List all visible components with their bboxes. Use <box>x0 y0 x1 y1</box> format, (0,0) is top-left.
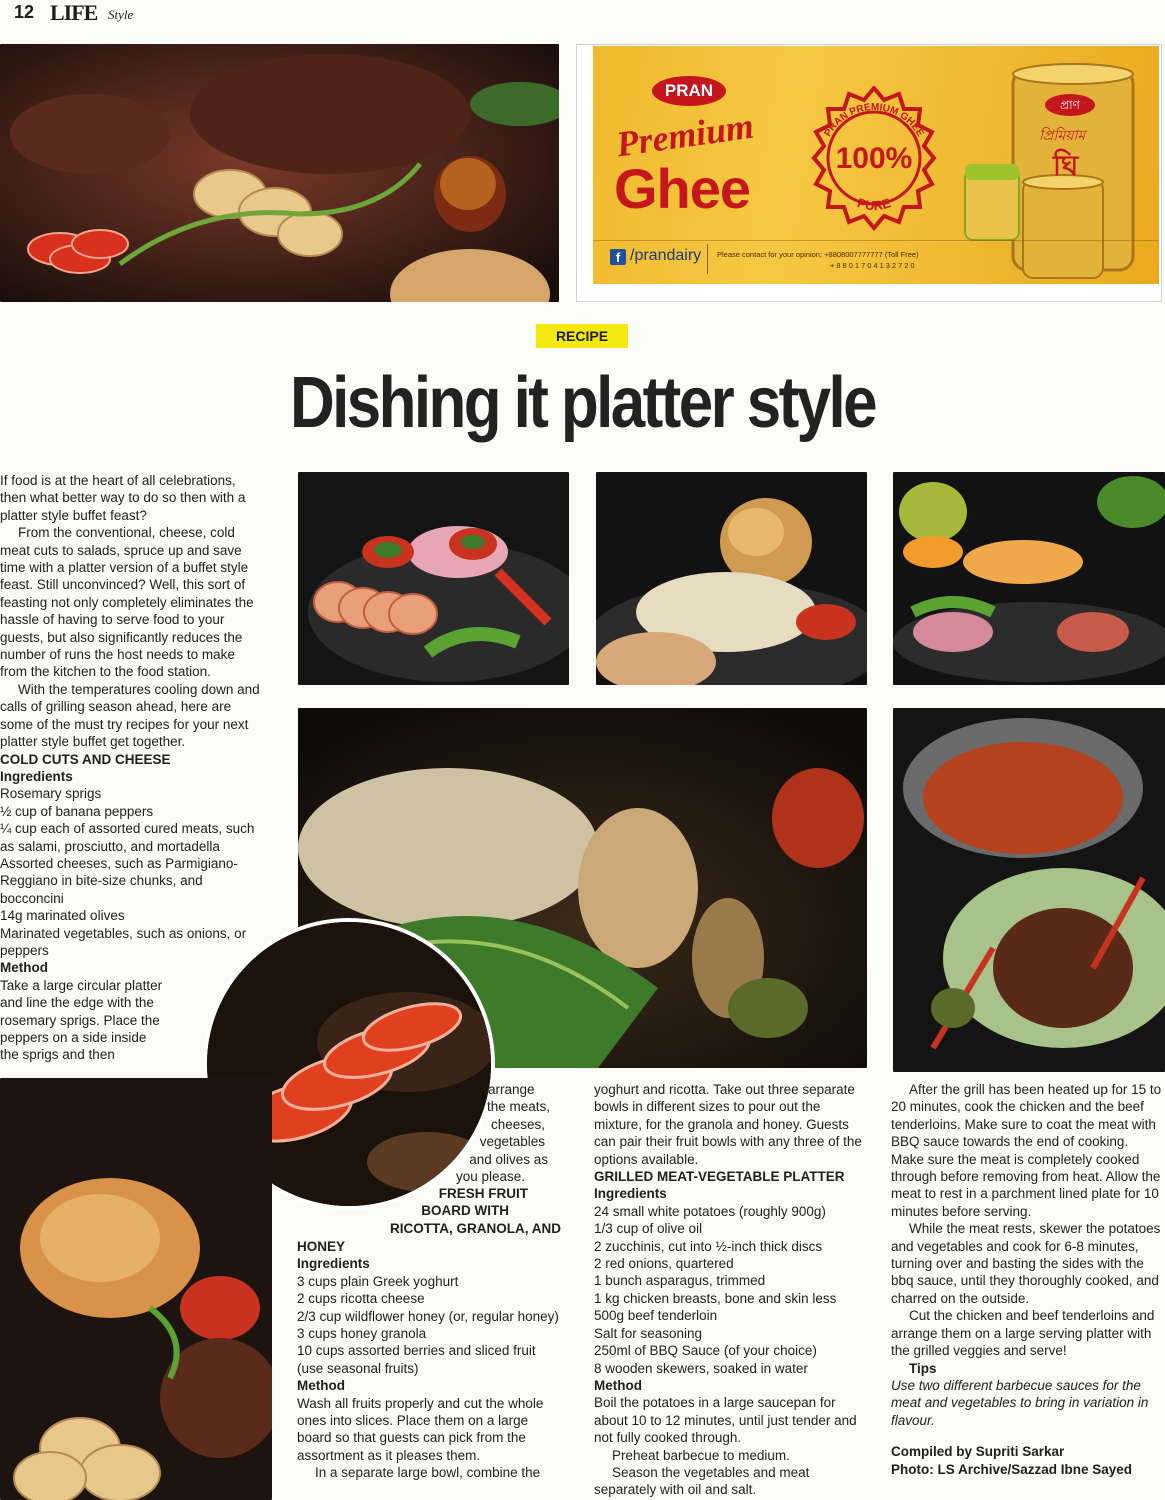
heading-line: FRESH FRUIT <box>438 1186 528 1201</box>
article-column-1 <box>0 472 262 1064</box>
seal-percent: 100% <box>835 142 913 175</box>
body-paragraph: yoghurt and ricotta. Take out three separate bowls in different sizes to pour out the mixture, for the granola and honey. Guests can pair their fruit bowls with any three of the options available. <box>594 1082 862 1167</box>
spacer <box>891 1429 1163 1443</box>
ingredient-item: 250ml of BBQ Sauce (of your choice) <box>594 1343 817 1359</box>
method-text: Take a large circular platter and line the edge with the rosemary sprigs. Place the peppers on a side inside the sprigs and then <box>0 977 163 1063</box>
ad-divider <box>707 244 708 274</box>
method-label: Method <box>297 1378 345 1394</box>
can-logo: প্রাণ <box>1045 94 1095 116</box>
tips-label: Tips <box>909 1360 937 1376</box>
text-line: and olives as <box>469 1151 548 1167</box>
pure-seal-icon <box>800 86 948 234</box>
heading-line: BOARD WITH <box>421 1203 509 1219</box>
ingredient-item: 24 small white potatoes (roughly 900g) <box>594 1203 826 1219</box>
body-paragraph: With the temperatures cooling down and calls of grilling season ahead, here are some of the must try recipes for your next platter style buffet get together. <box>0 681 260 750</box>
ad-facebook-handle[interactable]: /prandairy <box>630 247 702 264</box>
ingredient-item: 2 cups ricotta cheese <box>297 1291 425 1307</box>
body-paragraph: While the meat rests, skewer the potatoes and vegetables and cook for 6-8 minutes, turning over and basting the sides with the bbq sauce, until they thoroughly cooked, and charred on the outside. <box>891 1221 1161 1306</box>
seal-top-text: PRAN PREMIUM GHEE <box>822 101 926 139</box>
method-label: Method <box>0 960 48 976</box>
can-ghee-label: ঘি <box>1053 150 1079 181</box>
photo-grilled-platter <box>0 44 559 302</box>
heading-line: HONEY <box>297 1239 346 1254</box>
article-headline: Dishing it platter style <box>290 363 875 443</box>
ingredient-item: 1 kg chicken breasts, bone and skin less <box>594 1290 837 1306</box>
photo-couscous <box>596 472 867 685</box>
credit-compiled: Compiled by Supriti Sarkar <box>891 1444 1065 1460</box>
ingredient-item: Rosemary sprigs <box>0 786 102 802</box>
ingredient-item: 2/3 cup wildflower honey (or, regular honey) <box>297 1308 559 1324</box>
recipe-heading: COLD CUTS AND CHEESE <box>0 751 171 767</box>
ingredient-item: 500g beef tenderloin <box>594 1308 718 1324</box>
body-paragraph: After the grill has been heated up for 15 to 20 minutes, cook the chicken and the beef tenderloins. Make sure to coat the meat with BBQ sauce towards the end of cooking. Make sure the meat is completely cooked through before removing from heat. Allow the meat to rest in a parchment lined plate for 10 minutes before serving. <box>891 1082 1162 1219</box>
text-line: vegetables <box>479 1134 545 1150</box>
tips-text: Use two different barbecue sauces for the meat and vegetables to bring in variation in flavour. <box>891 1377 1149 1428</box>
recipe-heading: GRILLED MEAT-VEGETABLE PLATTER <box>594 1169 845 1185</box>
pran-logo: PRAN <box>652 76 726 106</box>
section-logo: LIFE <box>50 0 98 25</box>
text-line: cheeses, <box>490 1116 545 1132</box>
heading-line: RICOTTA, GRANOLA, AND <box>390 1220 561 1236</box>
ingredient-item: 3 cups plain Greek yoghurt <box>297 1273 459 1289</box>
photo-bread-crackers <box>0 1078 272 1500</box>
ingredient-item: 1/3 cup of olive oil <box>594 1221 703 1237</box>
ingredient-item: ½ cup of banana peppers <box>0 803 154 819</box>
photo-cold-cuts <box>298 472 569 685</box>
column-2-wrapped <box>420 1081 560 1185</box>
ingredient-item: 2 zucchinis, cut into ½-inch thick discs <box>594 1238 823 1254</box>
intro-paragraph: If food is at the heart of all celebrations, then what better way to do so then with a platter style buffet feast? <box>0 473 246 523</box>
svg-text:PURE <box>855 195 892 213</box>
article-column-2 <box>297 1238 559 1482</box>
ingredients-label: Ingredients <box>594 1186 667 1202</box>
ingredient-item: 10 cups assorted berries and sliced fruit (use seasonal fruits) <box>297 1343 536 1376</box>
ad-ghee-text: Ghee <box>614 157 751 220</box>
body-paragraph: Cut the chicken and beef tenderloins and arrange them on a large serving platter with the grilled veggies and serve! <box>891 1308 1155 1359</box>
ingredient-item: Assorted cheeses, such as Parmigiano-Reggiano in bite-size chunks, and bocconcini <box>0 855 238 906</box>
ingredient-item: 2 red onions, quartered <box>594 1256 734 1272</box>
ingredients-label: Ingredients <box>0 768 73 784</box>
ingredient-item: ¼ cup each of assorted cured meats, such as salami, prosciutto, and mortadella <box>0 821 255 854</box>
article-column-3 <box>594 1081 870 1499</box>
ingredient-item: 3 cups honey granola <box>297 1326 427 1342</box>
ad-contact-text: Please contact for your opinion: +8808007777777 (Toll Free) <box>717 250 919 259</box>
seal-bottom-text: PURE <box>855 195 893 214</box>
text-line: you please. <box>455 1169 525 1185</box>
article-column-4 <box>891 1081 1163 1478</box>
method-text: Season the vegetables and meat separately with oil and salt. <box>594 1464 810 1498</box>
photo-grilled-lobster <box>893 708 1165 1072</box>
page-number: 12 <box>14 2 35 22</box>
fruit-board-heading <box>297 1185 561 1237</box>
ingredient-item: 1 bunch asparagus, trimmed <box>594 1273 766 1289</box>
method-text: Wash all fruits properly and cut the whole ones into slices. Place them on a large board so that guests can pick from the assortment as it pleases them. <box>297 1395 544 1463</box>
method-label: Method <box>594 1377 642 1393</box>
ingredient-item: 14g marinated olives <box>0 908 125 924</box>
can-label: প্রিমিয়াম <box>1039 127 1086 143</box>
ad-premium-text: Premium <box>613 105 757 165</box>
ingredient-item: Marinated vegetables, such as onions, or peppers <box>0 925 247 958</box>
facebook-icon: f <box>610 249 626 265</box>
text-line: the meats, <box>486 1099 550 1115</box>
section-logo-sub: Style <box>108 7 134 22</box>
method-text: In a separate large bowl, combine the <box>315 1465 541 1481</box>
section-kicker: RECIPE <box>536 324 628 348</box>
text-line: arrange <box>488 1082 535 1097</box>
method-text: Preheat barbecue to medium. <box>612 1447 790 1463</box>
body-paragraph: From the conventional, cheese, cold meat cuts to salads, spruce up and save time with a platter version of a buffet style feast. Still unconvinced? Well, this sort of feasting not only completely eliminates the hassle of having to serve food to your guests, but also significantly reduces the number of runs the host needs to make from the kitchen to the food station. <box>0 525 254 680</box>
ingredient-item: 8 wooden skewers, soaked in water <box>594 1360 808 1376</box>
method-text: Boil the potatoes in a large saucepan for about 10 to 12 minutes, until just tender and not fully cooked through. <box>594 1395 857 1446</box>
ingredients-label: Ingredients <box>297 1256 370 1272</box>
credit-photo: Photo: LS Archive/Sazzad Ibne Sayed <box>891 1461 1133 1477</box>
ad-phone-number: +8801704132720 <box>830 261 917 270</box>
photo-fruit-board <box>893 472 1165 685</box>
ingredient-item: Salt for seasoning <box>594 1325 703 1341</box>
